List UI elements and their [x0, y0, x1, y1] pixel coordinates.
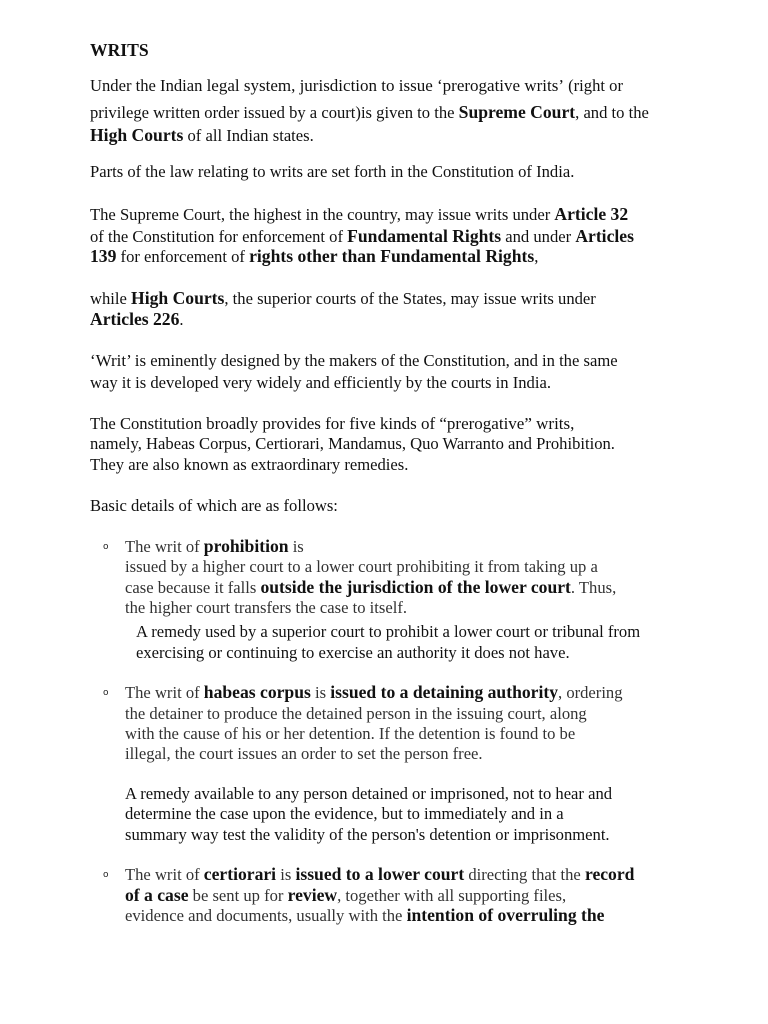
- bullet-marker: o: [103, 870, 109, 880]
- five-writs-line-3: They are also known as extraordinary remedies.: [90, 455, 409, 474]
- five-writs-line-1: The Constitution broadly provides for five kinds of “prerogative” writs,: [90, 414, 575, 433]
- habeas-corpus-line-3: with the cause of his or her detention. If the detention is found to be: [125, 724, 576, 743]
- prohibition-remedy-line-1: A remedy used by a superior court to prohibit a lower court or tribunal from: [136, 622, 641, 641]
- prohibition-line-3: case because it falls outside the jurisdiction of the lower court. Thus,: [125, 577, 617, 597]
- law-paragraph: Parts of the law relating to writs are set forth in the Constitution of India.: [90, 162, 575, 181]
- bullet-marker: o: [103, 688, 109, 698]
- certiorari-line-3: evidence and documents, usually with the intention of overruling the: [125, 905, 605, 925]
- intro-line-2: privilege written order issued by a court)is given to the Supreme Court, and to the: [90, 102, 649, 122]
- basic-details-line: Basic details of which are as follows:: [90, 496, 338, 515]
- habeas-remedy-line-1: A remedy available to any person detained or imprisoned, not to hear and: [125, 784, 613, 803]
- writ-line-2: way it is developed very widely and efficiently by the courts in India.: [90, 373, 551, 392]
- habeas-corpus-line-4: illegal, the court issues an order to set the person free.: [125, 744, 483, 763]
- intro-line-1: Under the Indian legal system, jurisdiction to issue ‘prerogative writs’ (right or: [90, 76, 623, 95]
- habeas-corpus-line-2: the detainer to produce the detained person in the issuing court, along: [125, 704, 587, 723]
- habeas-remedy-line-2: determine the case upon the evidence, but to immediately and in a: [125, 804, 564, 823]
- five-writs-line-2: namely, Habeas Corpus, Certiorari, Mandamus, Quo Warranto and Prohibition.: [90, 434, 615, 453]
- page-title: WRITS: [90, 40, 149, 60]
- high-courts-line-2: Articles 226.: [90, 309, 184, 329]
- prohibition-remedy-line-2: exercising or continuing to exercise an authority it does not have.: [136, 643, 570, 662]
- supreme-court-line-3: 139 for enforcement of rights other than Fundamental Rights,: [90, 246, 539, 266]
- habeas-corpus-line-1: The writ of habeas corpus is issued to a detaining authority, ordering: [125, 682, 623, 702]
- certiorari-line-1: The writ of certiorari is issued to a lower court directing that the record: [125, 864, 635, 884]
- prohibition-line-4: the higher court transfers the case to itself.: [125, 598, 407, 617]
- supreme-court-line-2: of the Constitution for enforcement of Fundamental Rights and under Articles: [90, 226, 634, 246]
- prohibition-line-1: The writ of prohibition is: [125, 536, 304, 556]
- certiorari-line-2: of a case be sent up for review, together with all supporting files,: [125, 885, 567, 905]
- bullet-marker: o: [103, 542, 109, 552]
- supreme-court-line-1: The Supreme Court, the highest in the country, may issue writs under Article 32: [90, 204, 629, 224]
- prohibition-line-2: issued by a higher court to a lower court prohibiting it from taking up a: [125, 557, 598, 576]
- writ-line-1: ‘Writ’ is eminently designed by the makers of the Constitution, and in the same: [90, 351, 618, 370]
- high-courts-line-1: while High Courts, the superior courts of the States, may issue writs under: [90, 288, 596, 308]
- habeas-remedy-line-3: summary way test the validity of the person's detention or imprisonment.: [125, 825, 610, 844]
- intro-line-3: High Courts of all Indian states.: [90, 125, 314, 145]
